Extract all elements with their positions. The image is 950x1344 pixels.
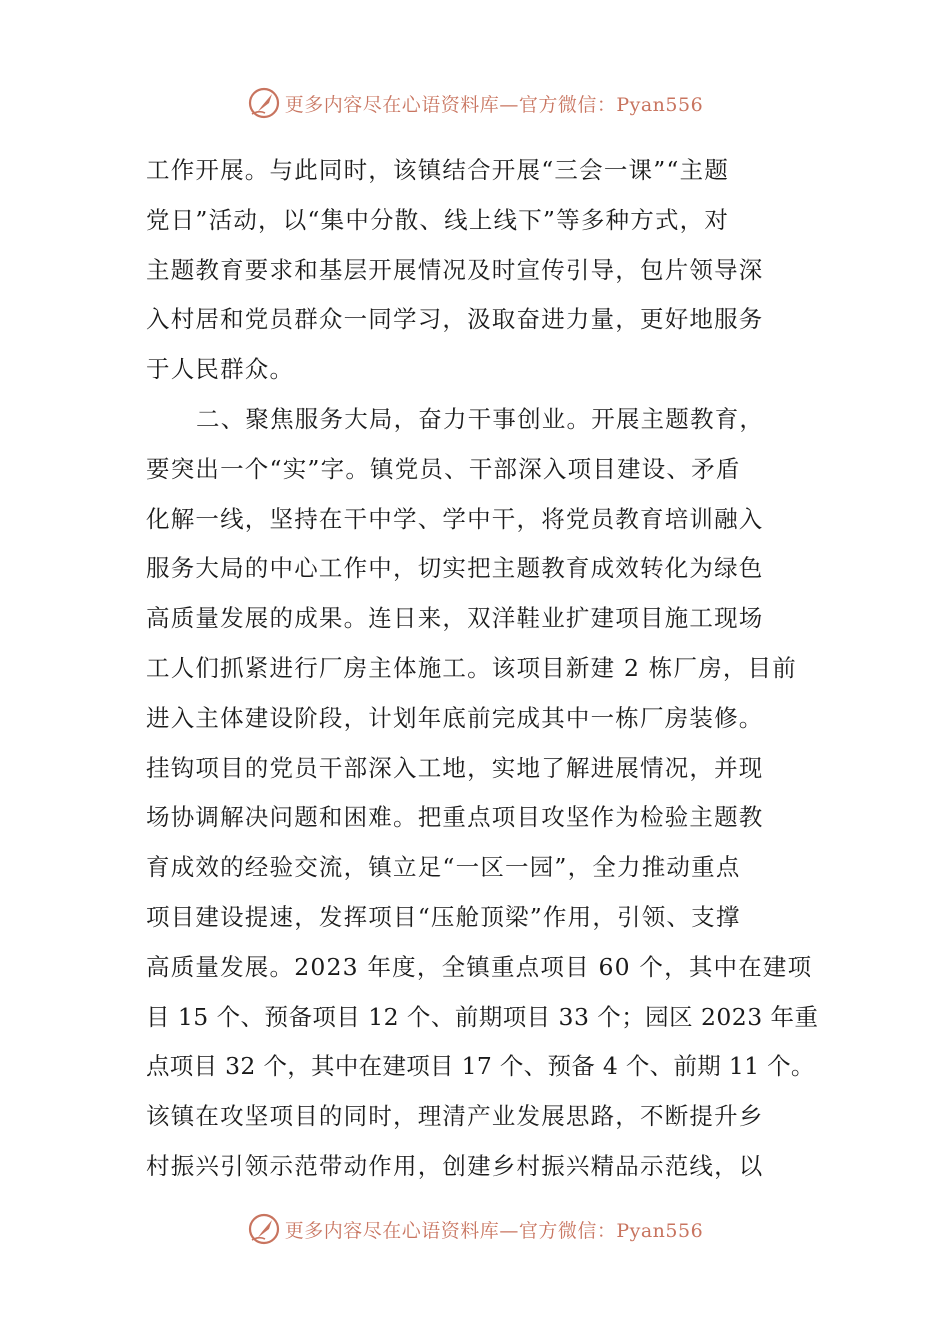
text-line: 二、聚焦服务大局，奋力干事创业。开展主题教育， [196, 404, 765, 433]
paragraph-1 [146, 146, 816, 395]
text-line: 高质量发展。2023 年度，全镇重点项目 60 个，其中在建项 [146, 952, 813, 981]
text-line: 进入主体建设阶段，计划年底前完成其中一栋厂房装修。 [146, 703, 764, 732]
watermark-footer [0, 1209, 950, 1249]
text-line: 主题教育要求和基层开展情况及时宣传引导，包片领导深 [146, 255, 764, 284]
document-body [146, 146, 819, 1192]
watermark-header [0, 83, 950, 123]
text-line: 项目建设提速，发挥项目“压舱顶梁”作用，引领、支撑 [146, 902, 741, 931]
text-line: 目 15 个、预备项目 12 个、前期项目 33 个；园区 2023 年重 [146, 1002, 819, 1031]
text-line: 化解一线，坚持在干中学、学中干，将党员教育培训融入 [146, 504, 764, 533]
watermark-text: 更多内容尽在心语资料库—官方微信：Pyan556 [284, 1219, 704, 1242]
paragraph-2 [146, 395, 819, 1192]
text-line: 工人们抓紧进行厂房主体施工。该项目新建 2 栋厂房，目前 [146, 653, 797, 682]
text-line: 育成效的经验交流，镇立足“一区一园”，全力推动重点 [146, 853, 741, 882]
text-line: 村振兴引领示范带动作用，创建乡村振兴精品示范线，以 [146, 1151, 764, 1180]
text-line: 高质量发展的成果。连日来，双洋鞋业扩建项目施工现场 [146, 604, 764, 633]
text-line: 入村居和党员群众一同学习，汲取奋进力量，更好地服务 [146, 305, 764, 334]
text-line: 该镇在攻坚项目的同时，理清产业发展思路，不断提升乡 [146, 1102, 764, 1131]
text-line: 场协调解决问题和困难。把重点项目攻坚作为检验主题教 [146, 803, 764, 832]
text-line: 党日”活动，以“集中分散、线上线下”等多种方式，对 [146, 205, 730, 234]
text-line: 工作开展。与此同时，该镇结合开展“三会一课”“主题 [146, 156, 730, 184]
text-line: 要突出一个“实”字。镇党员、干部深入项目建设、矛盾 [146, 454, 741, 483]
quill-logo-icon [247, 1212, 281, 1246]
text-line: 点项目 32 个，其中在建项目 17 个、预备 4 个、前期 11 个。 [146, 1052, 815, 1081]
text-line: 挂钩项目的党员干部深入工地，实地了解进展情况，并现 [146, 753, 764, 782]
text-line: 服务大局的中心工作中，切实把主题教育成效转化为绿色 [146, 554, 764, 583]
watermark-text: 更多内容尽在心语资料库—官方微信：Pyan556 [284, 93, 704, 116]
text-line: 于人民群众。 [146, 355, 295, 384]
quill-logo-icon [247, 86, 281, 120]
